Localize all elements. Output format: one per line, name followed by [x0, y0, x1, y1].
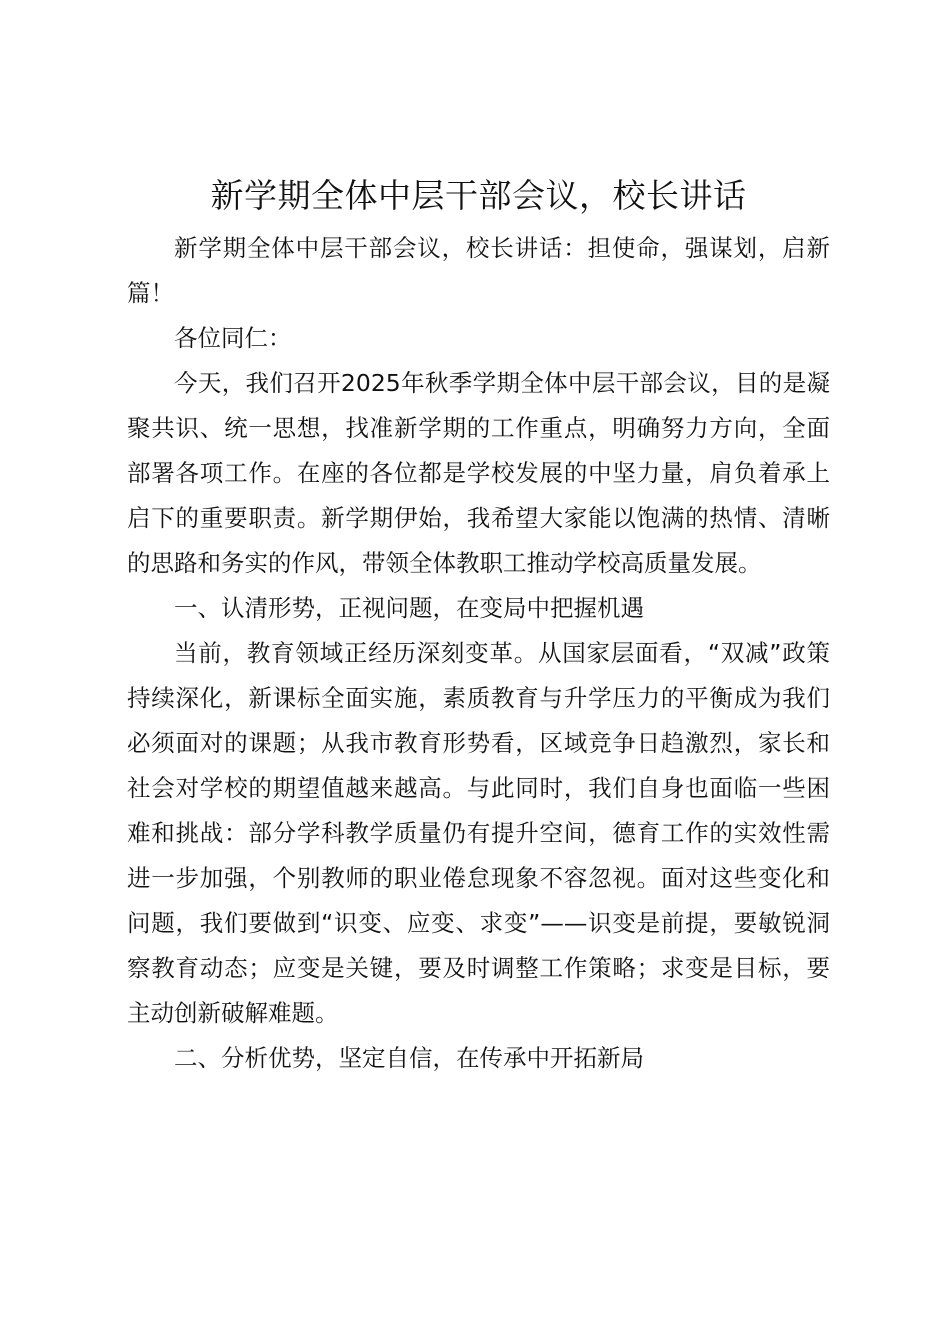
section-1-paragraph: 当前，教育领域正经历深刻变革。从国家层面看，“双减”政策持续深化，新课标全面实施，素质教育与升学压力的平衡成为我们必须面对的课题；从我市教育形势看，区域竞争日趋激烈，家长和社会对学校的期望值越来越高。与此同时，我们自身也面临一些困难和挑战：部分学科教学质量仍有提升空间，德育工作的实效性需进一步加强，个别教师的职业倦怠现象不容忽视。面对这些变化和问题，我们要做到“识变、应变、求变”——识变是前提，要敏锐洞察教育动态；应变是关键，要及时调整工作策略；求变是目标，要主动创新破解难题。 [127, 639, 830, 1027]
section-1-heading: 一、认清形势，正视问题，在变局中把握机遇 [174, 594, 644, 622]
intro-paragraph: 今天，我们召开2025年秋季学期全体中层干部会议，目的是凝聚共识、统一思想，找准新学期的工作重点，明确努力方向，全面部署各项工作。在座的各位都是学校发展的中坚力量，肩负着承上启下的重要职责。新学期伊始，我希望大家能以饱满的热情、清晰的思路和务实的作风，带领全体教职工推动学校高质量发展。 [127, 369, 830, 577]
salutation: 各位同仁： [174, 324, 292, 352]
document-page [127, 172, 830, 1081]
document-title: 新学期全体中层干部会议，校长讲话 [210, 176, 747, 215]
subtitle-paragraph: 新学期全体中层干部会议，校长讲话：担使命，强谋划，启新篇！ [127, 234, 830, 307]
section-2-heading: 二、分析优势，坚定自信，在传承中开拓新局 [174, 1044, 644, 1072]
